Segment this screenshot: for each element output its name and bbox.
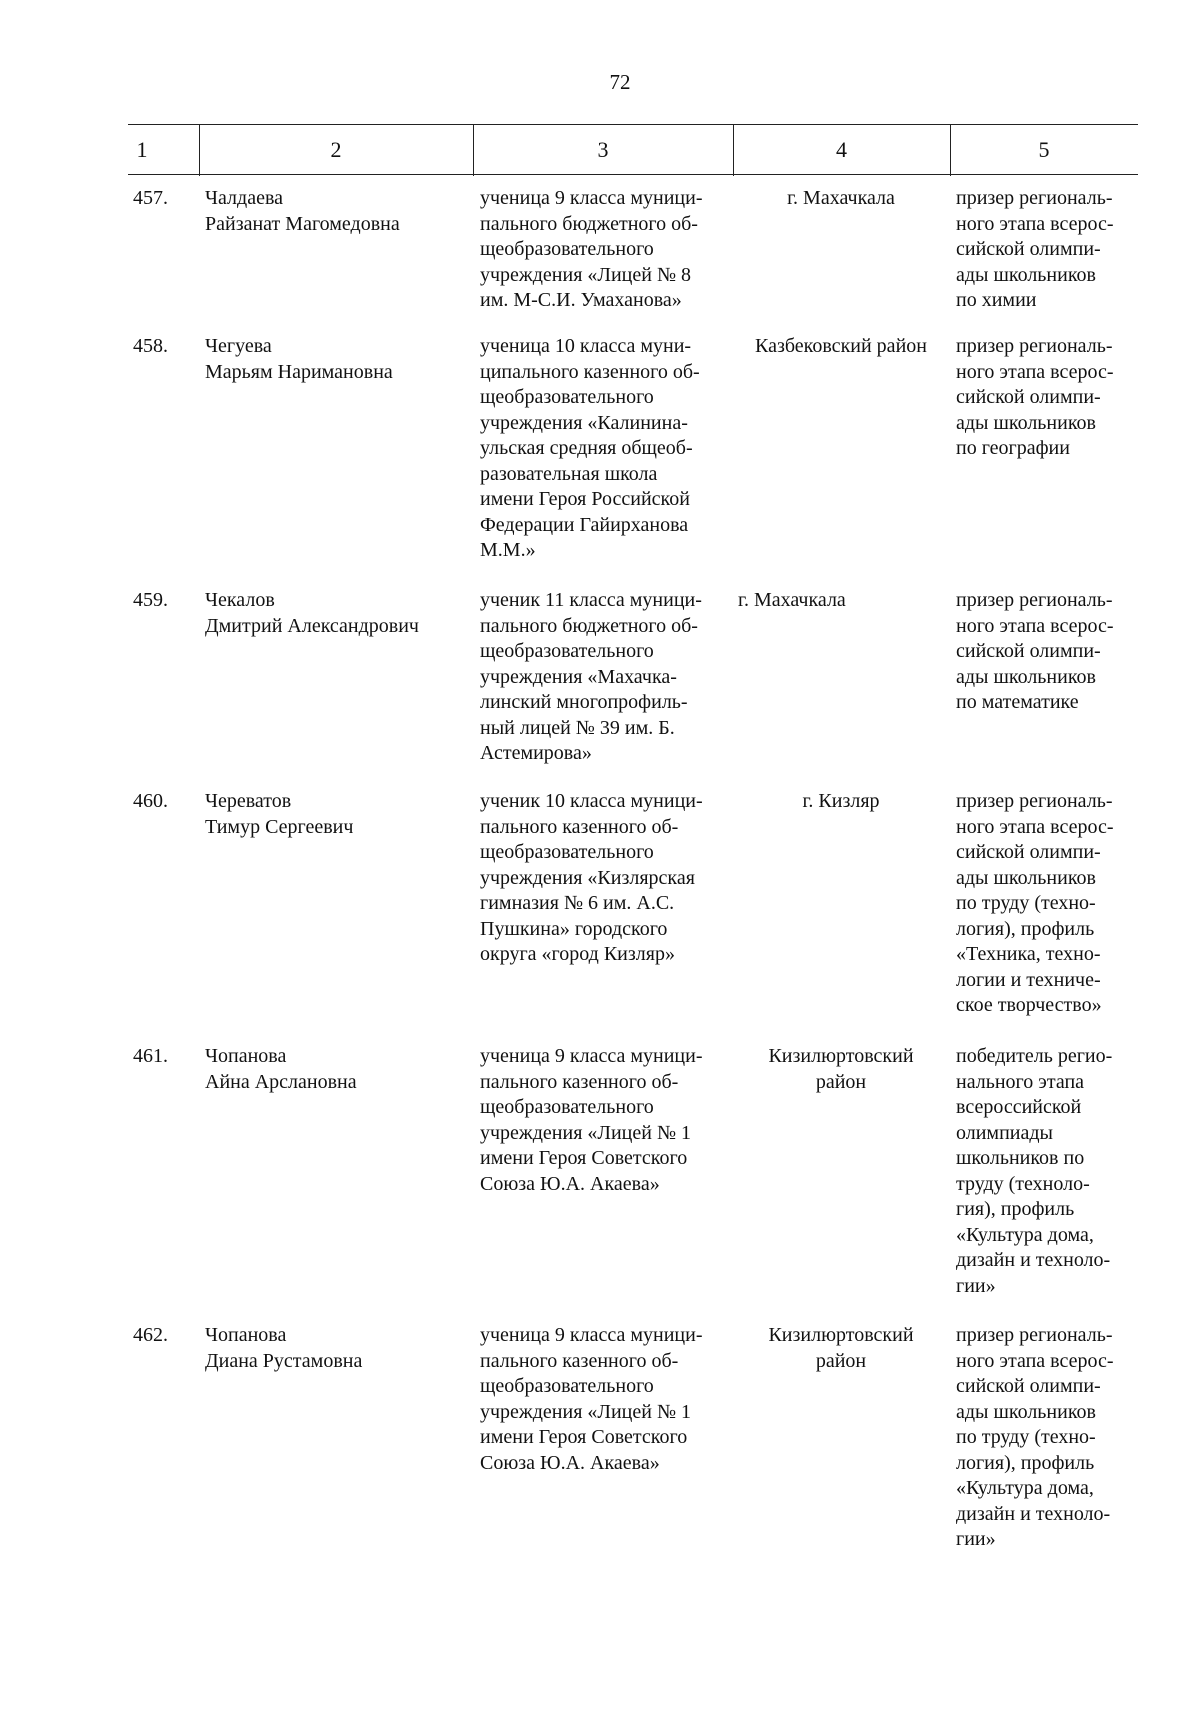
row-number: 461. — [133, 1045, 168, 1067]
person-name: Чегуева Марьям Наримановна — [205, 335, 393, 383]
location: г. Махачкала — [738, 589, 846, 611]
page-number: 72 — [609, 70, 631, 94]
column-header-2: 2 — [330, 137, 342, 162]
award-result: призер региональ- ного этапа всерос- сийской олимпи- ады школьников по труду (техно- логия), профиль «Культура дома, дизайн и техноло- гии» — [956, 1324, 1114, 1550]
row-number: 457. — [133, 187, 168, 209]
column-header-1: 1 — [136, 137, 148, 162]
school-description: ученик 10 класса муници- пального казенного об- щеобразовательного учреждения «Кизлярская гимназия № 6 им. А.С. Пушкина» городского округа «город Кизляр» — [480, 790, 703, 965]
award-result: призер региональ- ного этапа всерос- сийской олимпи- ады школьников по химии — [956, 187, 1114, 311]
school-description: ученица 10 класса муни- ципального казенного об- щеобразовательного учреждения «Калинина- ульская средняя общеоб- разовательная школа имени Героя Российской Федерации Гайирханова М.М.» — [480, 335, 700, 561]
location: Казбековский район — [755, 335, 927, 357]
person-name: Чопанова Диана Рустамовна — [205, 1324, 363, 1372]
location: г. Махачкала — [787, 187, 895, 209]
school-description: ученица 9 класса муници- пального бюджетного об- щеобразовательного учреждения «Лицей № 8 им. М-С.И. Умаханова» — [480, 187, 703, 311]
school-description: ученица 9 класса муници- пального казенного об- щеобразовательного учреждения «Лицей № 1 имени Героя Советского Союза Ю.А. Акаева» — [480, 1324, 703, 1474]
row-number: 460. — [133, 790, 168, 812]
column-header-4: 4 — [836, 137, 847, 162]
award-result: победитель регио- нального этапа всероссийской олимпиады школьников по труду (техноло- гия), профиль «Культура дома, дизайн и техноло- гии» — [956, 1045, 1113, 1297]
column-header-3: 3 — [597, 137, 609, 162]
location: Кизилюртовский район — [768, 1324, 914, 1372]
row-number: 462. — [133, 1324, 168, 1346]
location: г. Кизляр — [802, 790, 880, 812]
row-number: 458. — [133, 335, 168, 357]
person-name: Череватов Тимур Сергеевич — [205, 790, 354, 838]
school-description: ученик 11 класса муници- пального бюджетного об- щеобразовательного учреждения «Махачка- линский многопрофиль- ный лицей № 39 им. Б. Астемирова» — [480, 589, 702, 764]
location: Кизилюртовский район — [768, 1045, 914, 1093]
award-result: призер региональ- ного этапа всерос- сийской олимпи- ады школьников по труду (техно- логия), профиль «Техника, техно- логии и техниче- ское творчество» — [956, 790, 1114, 1016]
table-header-top-border — [128, 124, 1138, 125]
person-name: Чекалов Дмитрий Александрович — [205, 589, 419, 637]
column-header-5: 5 — [1038, 137, 1050, 162]
award-result: призер региональ- ного этапа всерос- сийской олимпи- ады школьников по географии — [956, 335, 1114, 459]
person-name: Чалдаева Райзанат Магомедовна — [205, 187, 400, 235]
row-number: 459. — [133, 589, 168, 611]
award-result: призер региональ- ного этапа всерос- сийской олимпи- ады школьников по математике — [956, 589, 1114, 713]
table-header-bottom-border — [128, 174, 1138, 175]
person-name: Чопанова Айна Арслановна — [205, 1045, 357, 1093]
school-description: ученица 9 класса муници- пального казенного об- щеобразовательного учреждения «Лицей № 1 имени Героя Советского Союза Ю.А. Акаева» — [480, 1045, 703, 1195]
